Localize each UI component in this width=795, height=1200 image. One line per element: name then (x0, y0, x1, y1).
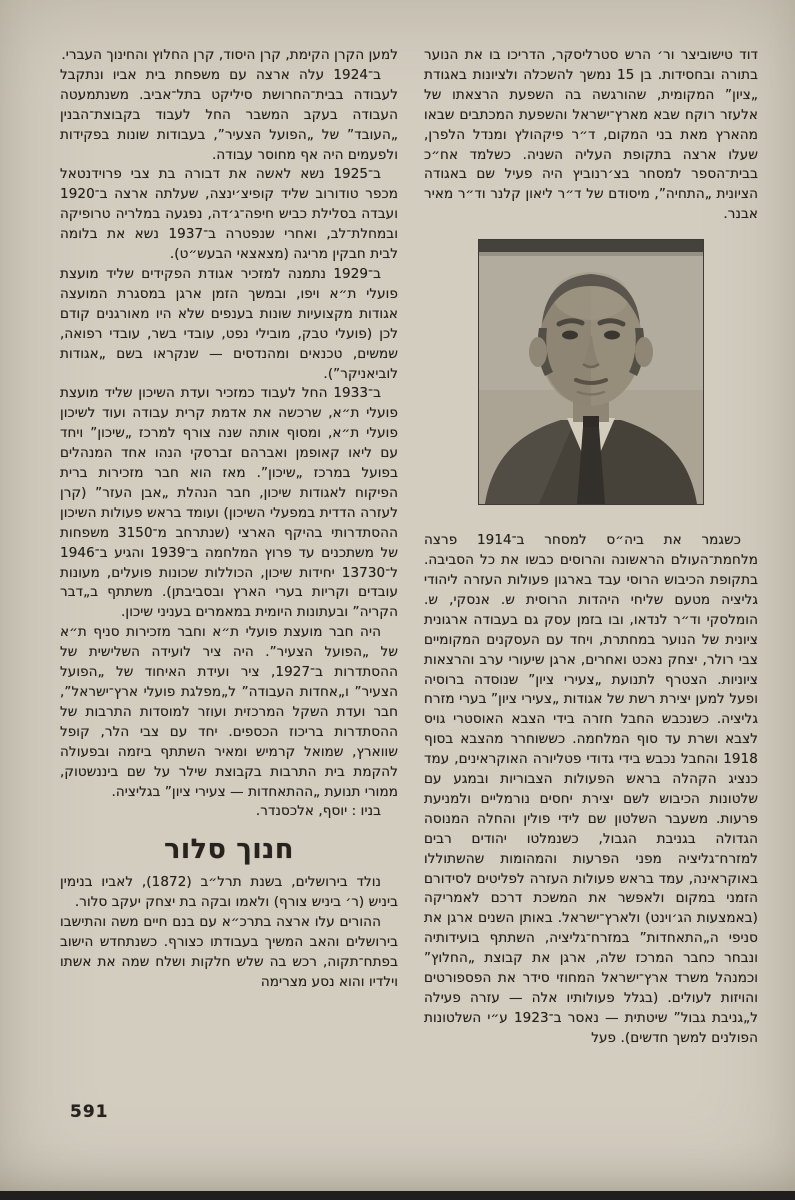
body-paragraph: כשגמר את ביה״ס למסחר ב־1914 פרצה מלחמת־העולם הראשונה והרוסים כבשו את כל הסביבה. בתקופת הכיבוש הרוסי עבד בארגון פעולות העזרה ליהודי גליציה מטעם שליחי היהדות הרוסית ש. אנסקי, ש. הומלסקי וד״ר לנדאו, ובו בזמן עסק גם בעבודה ארגונית ציונית של הנוער במחתרת, ויחד עם העסקנים המקומיים צבי רולר, יצחק נאכט ואחרים, ארגן שיעורי ערב והרצאות ציוניות. הצטרף לתנועת „צעירי ציון” שנוסדה ברוסיה ופעל למען יצירת רשת של אגודות „צעירי ציון” בערי מזרח גליציה. כשנכבש החבל חזרה בידי הצבא האוסטרי גויס לצבא ושרת עד סוף המלחמה. כששוחרר מהצבא בסוף 1918 והחבל נכבש בידי גדודי פטליורה האוקראינים, עמד כנציג הקהלה בראש הפעולות הצבוריות ובמגע עם שלטונות הכיבוש לשם יצירת יחסים נורמליים ולמניעת פרעות. משעבר השלטון שם לידי פולין והחלה המנוסה הגדולה בגניבת הגבול, כשנמלטו יהודים רבים למזרח־גליציה מפני הפרעות והמהומות שהשתוללו באוקראינה, עמד בראש פעולות העזרה לפליטים לסידורם הזמני במקום ולאפשר את המשכת דרכם לאמריקה (באמצעות הג׳וינט) ולארץ־ישראל. באותן השנים ארגן את סניפי ה„התאחדות” במזרח־גליציה, השתתף בועידותיה ונבחר כחבר המרכז שלה, ארגן את קבוצת „החלוץ” וכמנהל משרד ארץ־ישראל המחוזי סידר את הפספורטים והויזות לעולים. (בגלל פעולותיו אלה — עזרה פעילה ל„גניבת גבול” שיטתית — נאסר ב־1923 ע״י השלטונות הפולנים למשך חדשים). פעל (424, 532, 758, 1046)
article-heading: חנוך סלור (164, 834, 294, 866)
sons-line: בניו : יוסף, אלכסנדר. (255, 803, 381, 820)
page-number: 591 (70, 1102, 109, 1122)
body-paragraph: דוד טישוביצר ור׳ הרש סטרליסקר, הדריכו בו את הנוער בתורה ובחסידות. בן 15 נמשך להשכלה ולציונות באגודת „ציון” המקומית, שהורגשה בה השפעת הרצאתו של אלעזר רוקח שבא מארץ־ישראל והשפעת המכתבים שבאו מהארץ מאת בני המקום, ד״ר פיקהולץ ומנדל הלפרן, שעלו ארצה בתקופת העליה השניה. כשלמד אח״כ בבית־הספר למסחר בצ׳רנוביץ היה פעיל שם באגודה הציונית „התחיה”, מיסודם של ד״ר ליאון קלנר וד״ר מאיר אבנר. (424, 47, 758, 223)
body-paragraph: היה חבר מועצת פועלי ת״א וחבר מזכירות סניף ת״א של „הפועל הצעיר”. היה ציר לועידה השלישית של ההסתדרות ב־1927, ציר ועידת האיחוד של „הפועל הצעיר” ו„אחדות העבודה” ל„מפלגת פועלי ארץ־ישראל”, חבר ועדת השקל המרכזית ועוזר למוסדות התרבות של ההסתדרות בריכוז הכספים. יחד עם צבי הלר, קופל שווארץ, שמואל קרמיש ומאיר השתתף ביזמה ובפעולה להקמת בית התרבות בקבוצת שילר על שם ביננשטוק, ממורי תנועת „ההתאחדות — צעירי ציון” בגליציה. (60, 624, 398, 800)
scan-edge-shadow (0, 1191, 795, 1200)
portrait-photo (478, 239, 704, 505)
body-paragraph: ב־1929 נתמנה למזכיר אגודת הפקידים שליד מועצת פועלי ת״א ויפו, ובמשך הזמן ארגן במסגרת המועצה אגודות מקצועיות שונות בענפים שלא היו מאורגנים קודם לכן (פועלי טבק, מובילי נפט, עובדי בשר, עובדי רפואה, שמשים, טכנאים ומהנדסים — שנקראו בשם „אגודות לוביאניקר”). (60, 265, 398, 382)
body-paragraph: ב־1924 עלה ארצה עם משפחת בית אביו ונתקבל לעבודה בבית־החרושת סיליקט בתל־אביב. משנתמעטה העבודה בעקב המשבר החל לעבוד בקבוצת־הבנין „העובד” של „הפועל הצעיר”, בעבודות שונות בפקידות ולפעמים היה אף מחוסר עבודה. (60, 66, 398, 163)
portrait-illustration (479, 240, 703, 504)
body-paragraph: ב־1933 החל לעבוד כמזכיר ועדת השיכון שליד מועצת פועלי ת״א, שרכשה את אדמת קרית עבודה ועוד לשיכון פועלי ת״א, ומסוף אותה שנה צורף למרכז „שיכון” ויחד עם ליאו קאופמן ואברהם זברסקי הנהו אחד המנהלים בפועל במרכז „שיכון”. מאז הוא חבר מזכירות ברית הפיקוח לאגודות שיכון, חבר הנהלת „אבן העזר” (קרן לעזרה הדדית במפעלי השיכון) ועומד בראש פעולות השיכון ההסתדרותי בהיקף הארצי (שנתרחב מ־3150 משפחות של משתכנים עד פרוץ המלחמה ב־1939 והגיע ב־1946 ל־13730 יחידות שיכון, הכוללות שכונות פועלים, מעונות עובדים וקריות בערי הארץ ובסביבתן). משתתף ב„דבר הקריה” ובעתונות היומית במאמרים בעניני שיכון. (60, 385, 398, 621)
body-paragraph: למען הקרן הקימת, קרן היסוד, קרן החלוץ והחינוך העברי. (61, 47, 398, 63)
left-column (60, 46, 398, 993)
body-paragraph: ב־1925 נשא לאשה את דבורה בת צבי פרוידנטאל מכפר טודורוב שליד קופיצ׳ינצה, שעלתה ארצה ב־1920 ועבדה בסלילת כביש חיפה־ג׳דה, נפגעה במלריה טרופיקה ובמחלת־לב, ואחרי שנפטרה ב־1937 נשא את בלומה לבית חבקין מריגה (מצאצאי הבעש״ט). (60, 166, 398, 263)
body-paragraph: ההורים עלו ארצה בתרכ״א עם בנם חיים משה והתישבו בירושלים והאב המשיך בעבודתו כצורף. כשנתחדש הישוב בפתח־תקוה, רכש בה שלש חלקות ושלח שמה את אשתו וילדיו והוא נסע מצרימה (60, 914, 398, 990)
body-paragraph: נולד בירושלים, בשנת תרל״ב (1872), לאביו בנימין ביניש (ר׳ ביניש צורף) ולאמו ובקה בת יצחק יעקב סלור. (60, 874, 398, 911)
right-column (424, 46, 758, 1049)
